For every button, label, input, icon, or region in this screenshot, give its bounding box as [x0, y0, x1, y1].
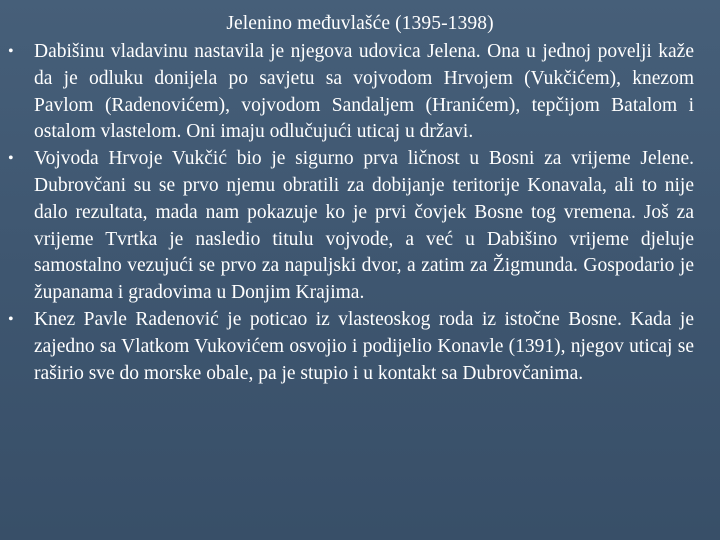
bullet-dot-icon: •	[8, 43, 14, 60]
bullet-text: Knez Pavle Radenović je poticao iz vlasteoskog roda iz istočne Bosne. Kada je zajedno sa Vlatkom Vukovićem osvojio i podijelio Konavle (1391), njegov uticaj se raširio sve do morske obale, pa je stupio i u kontakt sa Dubrovčanima.	[34, 308, 694, 384]
bullet-dot-icon: •	[8, 150, 14, 168]
bullet-list	[0, 39, 720, 387]
bullet-text: Vojvoda Hrvoje Vukčić bio je sigurno prva ličnost u Bosni za vrijeme Jelene. Dubrovčani su se prvo njemu obratili za dobijanje teritorije Konavala, ali to nije dalo rezultata, mada nam pokazuje ko je prvi čovjek Bosne tog vremena. Još za vrijeme Tvrtka je nasledio titulu vojvode, a već u Dabišino vrijeme djeluje samostalno vezujući se prvo za napuljski dvor, a zatim za Žigmunda. Gospodario je županama i gradovima u Donjim Krajima.	[34, 148, 694, 304]
slide-title: Jelenino međuvlašće (1395-1398)	[226, 13, 494, 34]
bullet-item-hrvoje	[0, 146, 720, 307]
bullet-item-pavle	[0, 307, 720, 387]
bullet-item-jelena	[0, 39, 720, 146]
bullet-text: Dabišinu vladavinu nastavila je njegova udovica Jelena. Ona u jednoj povelji kaže da je odluku donijela po savjetu sa vojvodom Hrvojem (Vukčićem), knezom Pavlom (Radenovićem), vojvodom Sandaljem (Hranićem), tepčijom Batalom i ostalom vlastelom. Oni imaju odlučujući uticaj u državi.	[34, 41, 694, 143]
bullet-dot-icon: •	[8, 310, 14, 328]
